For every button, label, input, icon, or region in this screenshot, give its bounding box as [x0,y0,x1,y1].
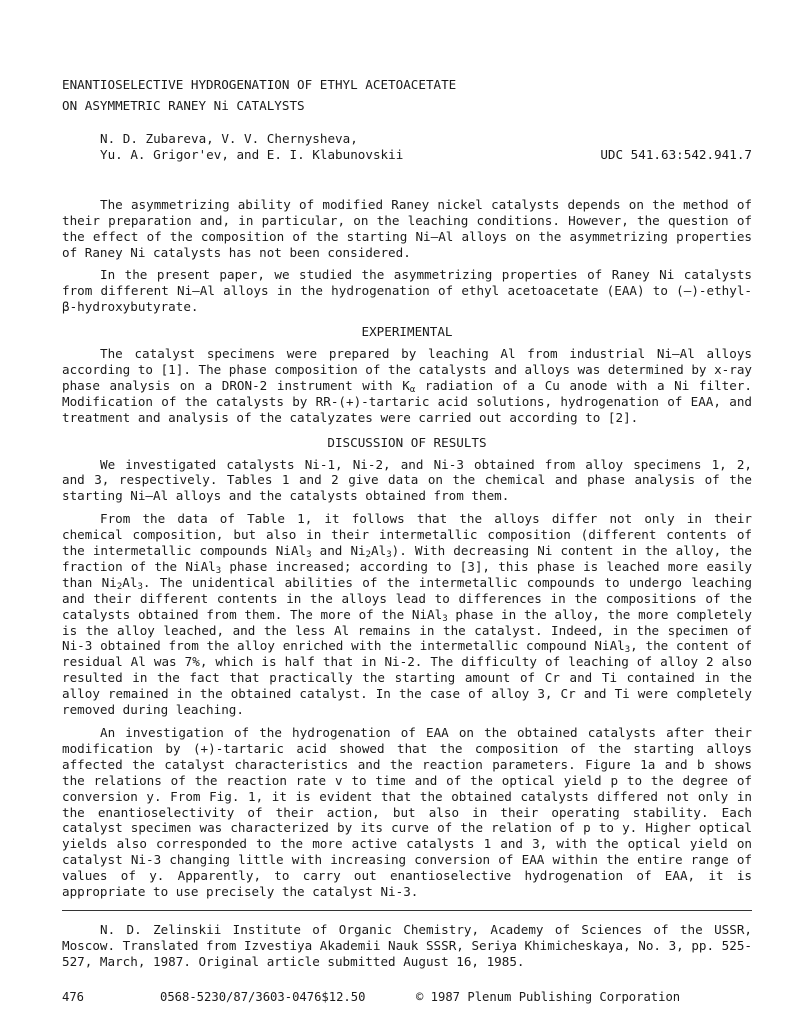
article-body [62,74,752,900]
title-line-1: ENANTIOSELECTIVE HYDROGENATION OF ETHYL ACETOACETATE [62,77,457,92]
subscript: 3 [624,645,631,656]
disc2-text: and Ni [311,543,366,559]
disc2-text: . The unidentical abilities of the intermetallic compounds to undergo leaching and their different contents in the alloys lead to differences in the compositions of the catalysts obtained from them. The more of the NiAl [62,574,753,622]
exp-text-a: The catalyst specimens were prepared by leaching Al from industrial Ni–Al alloys according to [1]. The phase composition of the catalysts and alloys was determined by x-ray phase analysis on a DRON-2 instrument with K [62,346,752,393]
subscript: 2 [116,581,123,592]
k-alpha-subscript: α [409,384,416,395]
footnote: N. D. Zelinskii Institute of Organic Chemistry, Academy of Sciences of the USSR, Moscow. Translated from Izvestiya Akademii Nauk SSSR, Seriya Khimicheskaya, No. 3, pp. 525-527, March, 1987. Original article submitted August 16, 1985. [62,922,752,969]
disc2-text: , the content of residual Al was 7%, which is half that in Ni-2. The difficulty of leaching of alloy 2 also resulted in the fact that practically the starting amount of Cr and Ti contained in the alloy remained in the obtained catalyst. In the case of alloy 3, Cr and Ti were completely removed during leaching. [62,638,752,718]
author-block [100,131,752,163]
discussion-paragraph-3: An investigation of the hydrogenation of EAA on the obtained catalysts after their modification by (+)-tartaric acid showed that the composition of the starting alloys affected the catalyst characteristics and the reaction parameters. Figure 1a and b shows the relations of the reaction rate v to time and of the optical yield p to the degree of conversion y. From Fig. 1, it is evident that the obtained catalysts differed not only in the enantioselectivity of their action, but also in their operating stability. Each catalyst specimen was characterized by its curve of the relation of p to y. Higher optical yields also corresponded to the more active catalysts 1 and 3, with the optical yield on catalyst Ni-3 changing little with increasing conversion of EAA within the entire range of values of y. Apparently, to carry out enantioselective hydrogenation of EAA, it is appropriate to use precisely the catalyst Ni-3. [62,725,752,900]
disc2-text: Al [371,543,387,559]
experimental-heading: EXPERIMENTAL [361,324,453,340]
udc-code: UDC 541.63:542.941.7 [600,146,752,162]
subscript: 3 [137,581,143,592]
subscript: 3 [386,550,392,561]
subscript: 3 [442,613,448,624]
page-number: 476 [62,990,85,1004]
title-line-2: ON ASYMMETRIC RANEY Ni CATALYSTS [62,98,305,113]
intro-paragraph-2: In the present paper, we studied the asymmetrizing properties of Raney Ni catalysts from different Ni–Al alloys in the hydrogenation of ethyl acetoacetate (EAA) to (–)-ethyl-β-hydroxybutyrate. [62,267,752,315]
experimental-paragraph [62,346,752,426]
disc2-text: From the data of Table 1, it follows that the alloys differ not only in their chemical composition, but also in their intermetallic composition (different contents of the intermetallic compounds NiAl [62,511,752,559]
discussion-paragraph-1: We investigated catalysts Ni-1, Ni-2, and Ni-3 obtained from alloy specimens 1, 2, and 3, respectively. Tables 1 and 2 give data on the chemical and phase analysis of the starting Ni–Al alloys and the catalysts obtained from them. [62,456,752,504]
footnote-divider [62,910,752,911]
disc2-text: Al [122,574,138,590]
discussion-heading: DISCUSSION OF RESULTS [327,434,487,450]
disc2-text: phase increased; according to [3], this phase is leached more easily than Ni [62,558,752,590]
intro-paragraph-1: The asymmetrizing ability of modified Raney nickel catalysts depends on the method of their preparation and, in particular, on the leaching conditions. However, the question of the effect of the composition of the starting Ni–Al alloys on the asymmetrizing properties of Raney Ni catalysts has not been considered. [62,196,752,260]
exp-text-b: radiation of a Cu anode with a Ni filter. Modification of the catalysts by RR-(+)-tartaric acid solutions, hydrogenation of EAA, and treatment and analysis of the catalyzates were carried out according to [2]. [62,377,752,425]
subscript: 3 [306,550,312,561]
article-title [62,74,752,116]
journal-code: 0568-5230/87/3603-0476$12.50 [160,990,366,1004]
discussion-paragraph-2 [62,511,752,718]
subscript: 3 [215,565,222,576]
authors-line-1: N. D. Zubareva, V. V. Chernysheva, [100,131,358,146]
disc2-text: ). With decreasing Ni content in the alloy, the fraction of the NiAl [62,543,752,574]
authors-line-2: Yu. A. Grigor'ev, and E. I. Klabunovskii [100,146,404,162]
copyright-notice: © 1987 Plenum Publishing Corporation [416,990,681,1004]
disc2-text: phase in the alloy, the more completely is the alloy leached, and the less Al remains in the catalyst. Indeed, in the specimen of Ni-3 obtained from the alloy enriched with the intermetallic compound NiAl [62,606,752,654]
subscript: 2 [365,550,372,561]
